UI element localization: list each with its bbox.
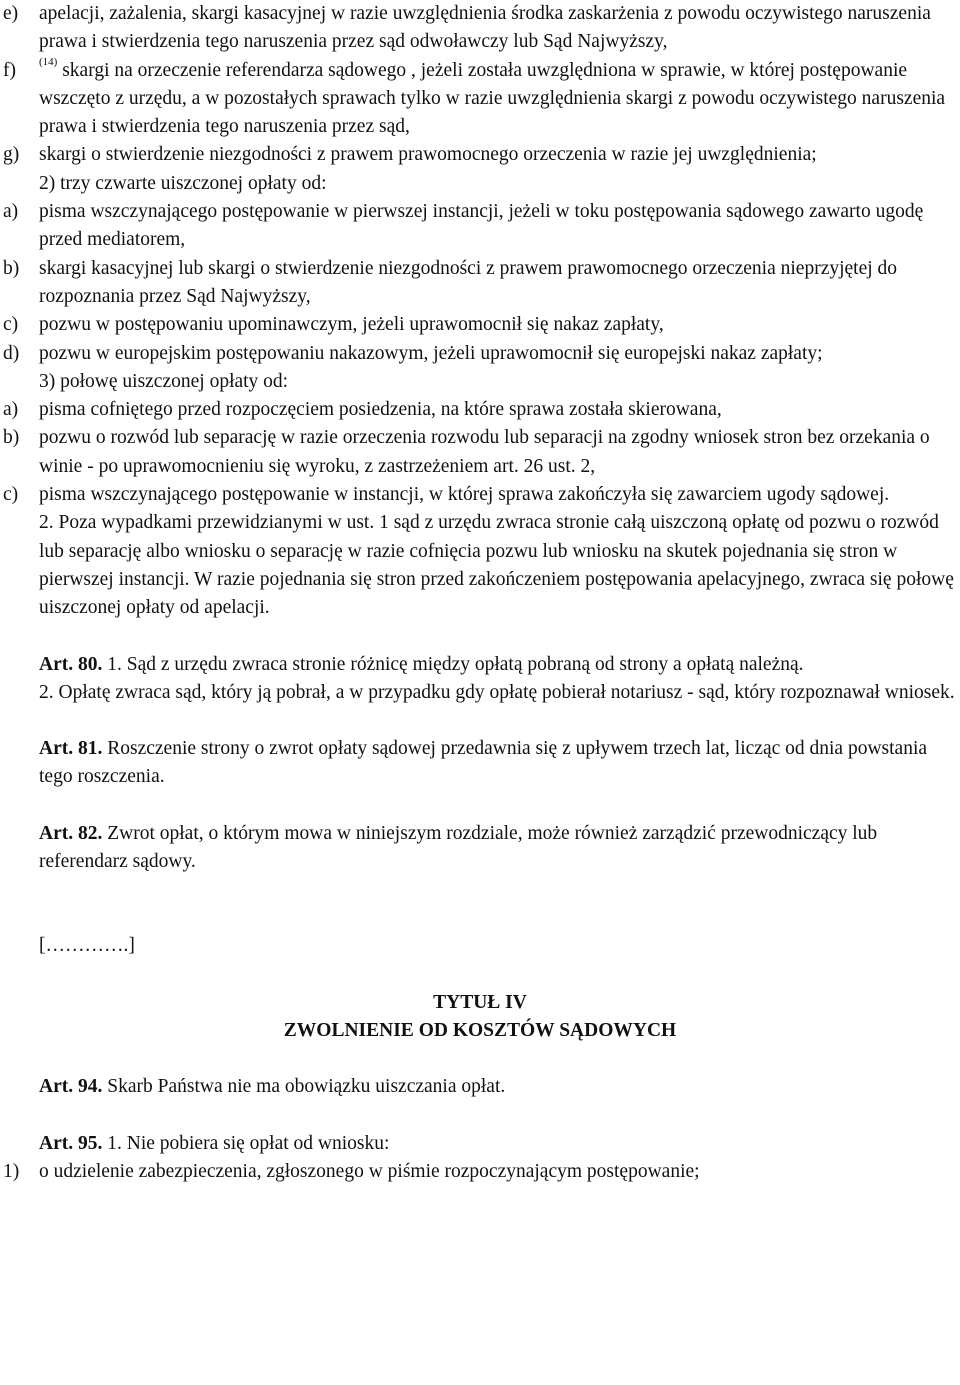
list-marker: c)	[3, 484, 19, 506]
list-marker: b)	[3, 427, 20, 449]
article-text: Zwrot opłat, o którym mowa w niniejszym rozdziale, może również zarządzić przewodniczący lub referendarz sądowy.	[39, 822, 878, 873]
list-item	[0, 0, 960, 57]
list-marker: a)	[3, 201, 19, 223]
list-block-1	[0, 0, 960, 170]
list-marker: b)	[3, 257, 20, 279]
list-item-text: apelacji, zażalenia, skargi kasacyjnej w razie uwzględnienia środka zaskarżenia z powodu oczywistego naruszenia prawa i stwierdzenia tego naruszenia przez sąd odwoławczy lub Sąd Najwyższy,	[39, 3, 931, 53]
article-label: Art. 95.	[39, 1132, 103, 1154]
list-marker: d)	[3, 342, 20, 364]
article-label: Art. 82.	[39, 822, 103, 844]
footnote-reference: (14)	[39, 56, 58, 69]
list-item-text: o udzielenie zabezpieczenia, zgłoszonego w piśmie rozpoczynającym postępowanie;	[39, 1160, 700, 1182]
list-marker: 1)	[3, 1160, 20, 1182]
title-subheading: ZWOLNIENIE OD KOSZTÓW SĄDOWYCH	[283, 1019, 677, 1041]
list-marker: f)	[3, 59, 16, 81]
article-82	[0, 820, 960, 877]
article-80-p1	[0, 651, 960, 679]
article-label: Art. 80.	[39, 653, 103, 675]
list-item	[0, 481, 960, 509]
list-item	[0, 311, 960, 339]
list-item-text: pozwu w postępowaniu upominawczym, jeżeli uprawomocnił się nakaz zapłaty,	[39, 314, 664, 336]
list-marker: a)	[3, 399, 19, 421]
list-item-text: skargi o stwierdzenie niezgodności z prawem prawomocnego orzeczenia w razie jej uwzględnienia;	[39, 144, 817, 166]
article-text: 1. Nie pobiera się opłat od wniosku:	[107, 1132, 390, 1154]
list-marker: e)	[3, 3, 19, 24]
omission-marker: [………….]	[39, 935, 135, 957]
point-3: 3) połowę uiszczonej opłaty od:	[39, 370, 289, 392]
list-item-text: pozwu w europejskim postępowaniu nakazowym, jeżeli uprawomocnił się europejski nakaz zapłaty;	[39, 342, 823, 364]
list-marker: g)	[3, 144, 20, 166]
article-80-p2: 2. Opłatę zwraca sąd, który ją pobrał, a w przypadku gdy opłatę pobierał notariusz - sąd, który rozpoznawał wniosek.	[39, 681, 955, 703]
point-2: 2) trzy czwarte uiszczonej opłaty od:	[39, 172, 327, 194]
article-text: Skarb Państwa nie ma obowiązku uiszczania opłat.	[107, 1076, 506, 1098]
title-heading: TYTUŁ IV	[433, 991, 527, 1013]
article-95	[0, 1130, 960, 1158]
list-item-text: skargi na orzeczenie referendarza sądowego , jeżeli została uwzględniona w sprawie, w której postępowanie wszczęto z urzędu, a w pozostałych sprawach tylko w razie uwzględnienia skargi z powodu oczywistego naruszenia prawa i stwierdzenia tego naruszenia przez sąd,	[39, 59, 946, 138]
list-item-text: pisma wszczynającego postępowanie w instancji, w której sprawa zakończyła się zawarciem ugody sądowej.	[39, 484, 890, 506]
list-item-text: pozwu o rozwód lub separację w razie orzeczenia rozwodu lub separacji na zgodny wniosek stron bez orzekania o winie - po uprawomocnieniu się wyroku, z zastrzeżeniem art. 26 ust. 2,	[39, 427, 930, 477]
article-text: 1. Sąd z urzędu zwraca stronie różnicę między opłatą pobraną od strony a opłatą należną.	[107, 653, 804, 675]
list-item-text: pisma cofniętego przed rozpoczęciem posiedzenia, na które sprawa została skierowana,	[39, 399, 722, 421]
list-item	[0, 255, 960, 312]
list-item	[0, 57, 960, 142]
list-item	[0, 424, 960, 481]
article-label: Art. 94.	[39, 1076, 103, 1098]
list-item	[0, 198, 960, 255]
article-label: Art. 81.	[39, 738, 103, 760]
list-item	[0, 1158, 960, 1186]
article-81	[0, 735, 960, 792]
list-item	[0, 141, 960, 169]
list-item	[0, 340, 960, 368]
list-marker: c)	[3, 314, 19, 336]
article-94	[0, 1073, 960, 1101]
list-block-2	[0, 198, 960, 368]
paragraph-ust-2: 2. Poza wypadkami przewidzianymi w ust. 1 sąd z urzędu zwraca stronie całą uiszczoną opłatę od pozwu o rozwód lub separację albo wniosku o separację w razie cofnięcia pozwu lub wniosku na skutek pojednania się stron w pierwszej instancji. W razie pojednania się stron przed zakończeniem postępowania apelacyjnego, zwraca się połowę uiszczonej opłaty od apelacji.	[39, 512, 954, 619]
list-item-text: pisma wszczynającego postępowanie w pierwszej instancji, jeżeli w toku postępowania sądowego zawarto ugodę przed mediatorem,	[39, 201, 924, 251]
list-block-3	[0, 396, 960, 509]
list-item	[0, 396, 960, 424]
list-item-text: skargi kasacyjnej lub skargi o stwierdzenie niezgodności z prawem prawomocnego orzeczenia nieprzyjętej do rozpoznania przez Sąd Najwyższy,	[39, 257, 898, 307]
article-text: Roszczenie strony o zwrot opłaty sądowej przedawnia się z upływem trzech lat, licząc od dnia powstania tego roszczenia.	[39, 738, 928, 788]
